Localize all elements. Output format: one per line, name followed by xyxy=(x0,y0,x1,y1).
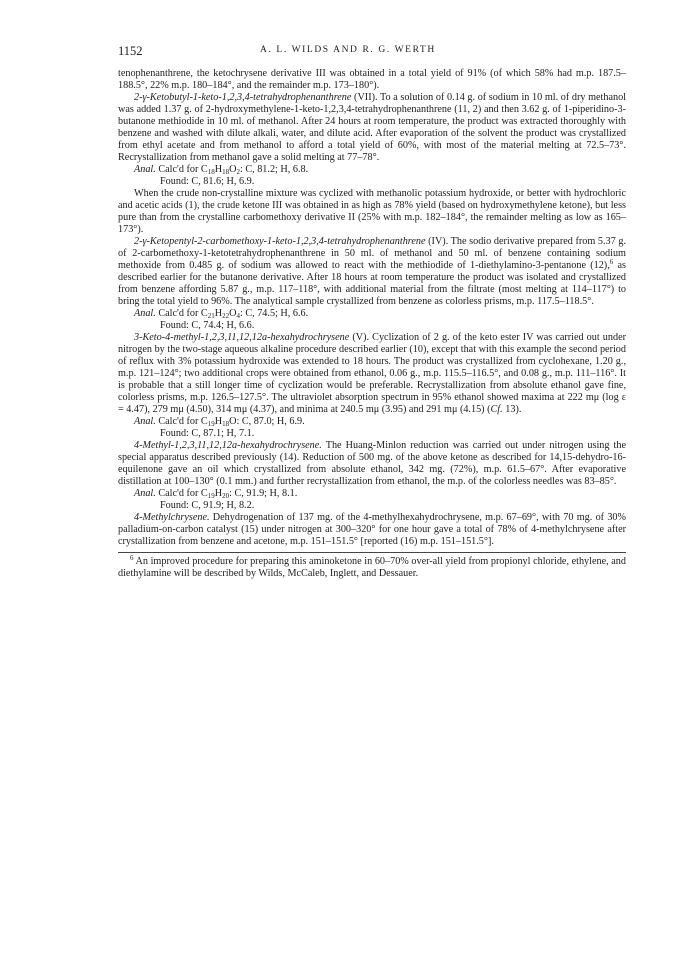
compound-name: 2-γ-Ketobutyl-1-keto-1,2,3,4-tetrahydrophenanthrene xyxy=(134,92,352,103)
formula-subscript: 19 xyxy=(207,420,215,428)
paragraph-text: The Huang-Minlon reduction was carried out under nitrogen using the special apparatus described previously (14). Reduction of 500 mg. of the above ketone as described for 14,15-dehydro-16-equilenone gave an oil which crystallized from absolute ethanol, 342 mg. (72%), m.p. 61.5–67°. After evaporative distillation at 100–130° (0.1 mm.) and further recrystallization from ethanol, the m.p. of the colorless needles was 83–85°. xyxy=(118,440,626,487)
compound-name: 4-Methyl-1,2,3,11,12,12a-hexahydrochrysene. xyxy=(134,440,322,451)
formula-subscript: 20 xyxy=(222,492,230,500)
formula-subscript: 2 xyxy=(236,168,240,176)
paragraph-text: (V). Cyclization of 2 g. of the keto ester IV was carried out under nitrogen by the two-stage aqueous alkaline procedure described earlier (10), except that with this example the second period of reflux with 3% potassium hydroxide was extended to 18 hours. The product was crystallized from cyclohexane, 1.20 g., m.p. 121–124°; two additional crops were obtained from ethanol, 0.06 g., m.p. 115.5–116.5°, and 0.08 g., m.p. 111–116°. It is probable that a still longer time of cyclization would be preferable. Recrystallization from absolute ethanol gave fine, colorless prisms, m.p. 126.5–127.5°. The ultraviolet absorption spectrum in 95% ethanol showed maxima at 222 mμ (log ε = 4.47), 279 mμ (4.50), 314 mμ (4.37), and minima at 240.5 mμ (3.95) and 291 mμ (4.15) ( xyxy=(118,332,626,415)
running-head: A. L. WILDS AND R. G. WERTH xyxy=(260,45,436,55)
analysis-label: Anal. xyxy=(134,164,156,175)
formula-subscript: 22 xyxy=(222,312,230,320)
formula-text: Calc'd for C xyxy=(155,308,208,319)
formula-subscript: 21 xyxy=(207,312,215,320)
paragraph xyxy=(118,440,626,488)
page-header xyxy=(118,44,618,60)
formula-text: H xyxy=(214,488,223,499)
paragraph-text: 13). xyxy=(502,404,522,415)
paragraph xyxy=(118,512,626,548)
footnote-marker: 6 xyxy=(609,258,614,266)
analysis-found: Found: C, 81.6; H, 6.9. xyxy=(160,176,255,187)
footnote xyxy=(118,556,626,580)
footnote-divider xyxy=(118,552,626,553)
formula-text: H xyxy=(214,416,223,427)
paragraph xyxy=(118,332,626,416)
analysis-found: Found: C, 91.9; H, 8.2. xyxy=(160,500,255,511)
compound-name: 4-Methylchrysene. xyxy=(134,512,210,523)
analysis-found: Found: C, 87.1; H, 7.1. xyxy=(160,428,255,439)
paragraph: When the crude non-crystalline mixture was cyclized with methanolic potassium hydroxide, or better with hydrochloric and acetic acids (1), the crude ketone III was obtained in as high as 78% yield (based on hydroxymethylene ketone), but less pure than from the crystalline carbomethoxy derivative II (25% with m.p. 182–184°, the remainder melting as low as 165–173°). xyxy=(118,188,626,235)
analysis-calculated xyxy=(118,164,626,176)
cf-abbreviation: Cf. xyxy=(490,404,503,415)
compound-name: 2-γ-Ketopentyl-2-carbomethoxy-1-keto-1,2,3,4-tetrahydrophenanthrene xyxy=(134,236,426,247)
formula-subscript: 18 xyxy=(222,168,230,176)
paragraph xyxy=(118,236,626,308)
article-body xyxy=(118,68,626,580)
compound-name: 3-Keto-4-methyl-1,2,3,11,12,12a-hexahydrochrysene xyxy=(134,332,350,343)
paragraph-text: as described earlier for the butanone derivative. After 18 hours at room temperature the product was isolated and crystallized from benzene affording 5.87 g., m.p. 117–118°, with additional material from the filtrate (most melting at 114–117°) to bring the total yield to 96%. The analytical sample crystallized from benzene as colorless prisms, m.p. 117.5–118.5°. xyxy=(118,260,626,307)
paragraph-text: (IV). The sodio derivative prepared from 5.37 g. of 2-carbomethoxy-1-ketotetrahydrophenanthrene in 50 ml. of methanol and 50 ml. of benzene containing sodium methoxide from 0.485 g. of sodium was allowed to react with the methiodide of 1-diethylamino-3-pentanone (12), xyxy=(118,236,626,271)
paragraph: tenophenanthrene, the ketochrysene derivative III was obtained in a total yield of 91% (of which 58% had m.p. 187.5–188.5°, 22% m.p. 180–184°, and the remainder m.p. 173–180°). xyxy=(118,68,626,91)
formula-text: : C, 91.9; H, 8.1. xyxy=(229,488,298,499)
analysis-label: Anal. xyxy=(134,416,156,427)
formula-text: O xyxy=(229,308,237,319)
formula-text: Calc'd for C xyxy=(155,416,208,427)
analysis-calculated xyxy=(118,308,626,320)
analysis-found: Found: C, 74.4; H, 6.6. xyxy=(160,320,255,331)
formula-text: O xyxy=(229,164,237,175)
paragraph xyxy=(118,92,626,164)
paragraph-text: Dehydrogenation of 137 mg. of the 4-methylhexahydrochrysene, m.p. 67–69°, with 70 mg. of 30% palladium-on-carbon catalyst (15) under nitrogen at 300–320° for one hour gave a total of 78% of 4-methylchrysene after crystallization from benzene and acetone, m.p. 151–151.5° [reported (16) m.p. 151–151.5°]. xyxy=(118,512,626,547)
formula-text: : C, 74.5; H, 6.6. xyxy=(239,308,309,319)
analysis-calculated xyxy=(118,488,626,500)
formula-subscript: 18 xyxy=(207,168,215,176)
analysis-calculated xyxy=(118,416,626,428)
formula-text: : C, 87.0; H, 6.9. xyxy=(236,416,305,427)
footnote-text: An improved procedure for preparing this aminoketone in 60–70% over-all yield from propionyl chloride, ethylene, and diethylamine will be described by Wilds, McCaleb, Inglett, and Dessauer. xyxy=(118,556,626,579)
analysis-label: Anal. xyxy=(134,488,156,499)
formula-text: H xyxy=(214,308,223,319)
formula-text: H xyxy=(214,164,223,175)
formula-text: Calc'd for C xyxy=(155,488,208,499)
formula-subscript: 19 xyxy=(207,492,215,500)
formula-text: : C, 81.2; H, 6.8. xyxy=(239,164,309,175)
footnote-marker: 6 xyxy=(130,554,134,562)
analysis-label: Anal. xyxy=(134,308,156,319)
formula-text: O xyxy=(229,416,237,427)
paragraph-text: (VII). To a solution of 0.14 g. of sodium in 10 ml. of dry methanol was added 1.37 g. of 2-hydroxymethylene-1-keto-1,2,3,4-tetrahydrophenanthrene (11, 2) and then 3.62 g. of 1-piperidino-3-butanone methiodide in 10 ml. of methanol. After 24 hours at room temperature, the product was extracted thoroughly with benzene and washed with dilute alkali, water, and dilute acid. After evaporation of the solvent the product was crystallized from ethyl acetate and from methanol to afford a total yield of 60%, with most of the material melting at 72.5–73°. Recrystallization from methanol gave a solid melting at 77–78°. xyxy=(118,92,626,163)
page-number: 1152 xyxy=(118,44,143,58)
formula-subscript: 4 xyxy=(236,312,240,320)
formula-subscript: 18 xyxy=(222,420,230,428)
formula-text: Calc'd for C xyxy=(155,164,208,175)
